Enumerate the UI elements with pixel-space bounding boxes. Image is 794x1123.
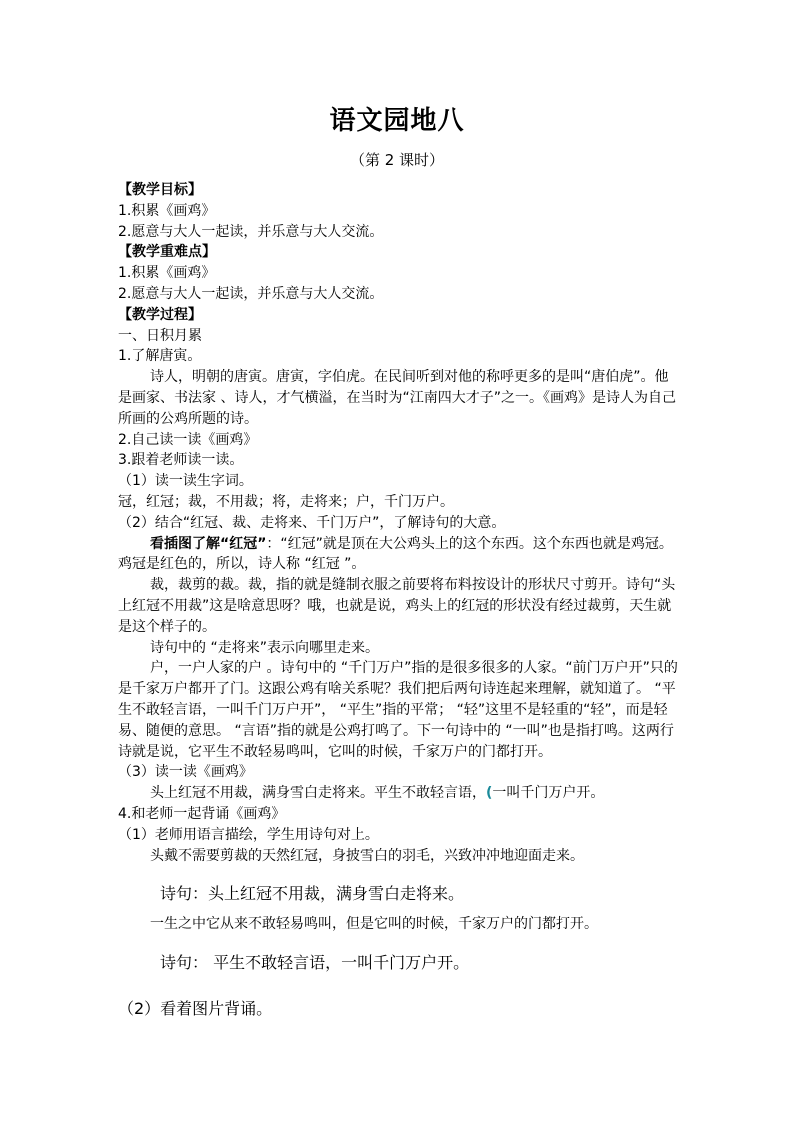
- lesson-content: [118, 180, 678, 1023]
- substep-heading: （2）结合“红冠、裁、走将来、千门万户”，了解诗句的大意。: [118, 514, 506, 531]
- substep-heading: （1）读一读生字词。: [118, 473, 253, 490]
- goals-heading: 【教学目标】: [118, 182, 202, 198]
- paragraph-hu: 户，一户人家的户 。诗句中的 “千门万户”指的是很多很多的人家。“前门万户开”只的是千家万户都开了门。这跟公鸡有啥关系呢？我们把后两句诗连起来理解，就知道了。 “平生不敢轻言语，一叫千门万户开”， “平生”指的平常； “轻”这里不是轻重的“轻”，而是轻易、随便的意思。 “言语”指的就是公鸡打鸣了。下一句诗中的 “一叫”也是指打鸣。这两行诗就是说，它平生不敢轻易鸣叫，它叫的时候，千家万户的门都打开。: [118, 660, 678, 760]
- paragraph-tangyin: 诗人，明朝的唐寅。唐寅，字伯虎。在民间听到对他的称呼更多的是叫“唐伯虎”。他是画家、书法家 、诗人，才气横溢，在当时为“江南四大才子”之一。《画鸡》是诗人为自己所画的公鸡所题的诗。: [118, 369, 676, 427]
- poem-answer-line: 诗句： 平生不敢轻言语，一叫千门万户开。: [160, 953, 470, 973]
- page-title: 语文园地八: [329, 106, 465, 136]
- page-subtitle: （第 2 课时）: [349, 151, 445, 169]
- paragraph-cai: 裁，裁剪的裁。裁，指的就是缝制衣服之前要将布料按设计的形状尺寸剪开。诗句“头上红冠不用裁”这是啥意思呀？哦，也就是说，鸡头上的红冠的形状没有经过裁剪，天生就是这个样子的。: [118, 577, 676, 635]
- goal-item: 2.愿意与大人一起读，并乐意与大人交流。: [118, 223, 384, 240]
- paragraph-zoujianglai: 诗句中的 “走将来”表示向哪里走来。: [150, 639, 379, 656]
- vocabulary-line: 冠，红冠；裁，不用裁；将，走将来；户，千门万户。: [118, 493, 454, 510]
- substep-heading: （1）老师用语言描绘，学生用诗句对上。: [118, 826, 379, 843]
- step-heading: 4.和老师一起背诵《画鸡》: [118, 805, 286, 822]
- poem-answer-line: 诗句：头上红冠不用裁，满身雪白走将来。: [160, 884, 465, 904]
- description-line: 头戴不需要剪裁的天然红冠，身披雪白的羽毛，兴致冲冲地迎面走来。: [150, 847, 584, 864]
- edit-mark: (: [486, 785, 493, 802]
- step-heading: 2.自己读一读《画鸡》: [118, 431, 258, 448]
- goal-item: 1.积累《画鸡》: [118, 202, 216, 219]
- description-line: 一生之中它从来不敢轻易鸣叫，但是它叫的时候，千家万户的门都打开。: [150, 916, 598, 933]
- poem-part: 头上红冠不用裁，满身雪白走将来。平生不敢轻言语，: [150, 785, 486, 802]
- hongguan-lead: 看插图了解“红冠”: [150, 535, 267, 552]
- poem-line: [118, 783, 678, 804]
- poem-part: 一叫千门万户开。: [492, 785, 605, 802]
- section-heading: 一、日积月累: [118, 327, 202, 344]
- step-heading: 1.了解唐寅。: [118, 348, 202, 365]
- key-point-item: 1.积累《画鸡》: [118, 265, 216, 282]
- key-point-item: 2.愿意与大人一起读，并乐意与大人交流。: [118, 285, 384, 302]
- substep-heading: （2）看着图片背诵。: [118, 999, 273, 1019]
- step-heading: 3.跟着老师读一读。: [118, 452, 244, 469]
- key-points-heading: 【教学重难点】: [118, 244, 216, 261]
- hongguan-text: ：“红冠”就是顶在大公鸡头上的这个东西。这个东西也就是鸡冠。鸡冠是红色的，所以，诗人称 “红冠 ”。: [118, 535, 673, 573]
- substep-heading: （3）读一读《画鸡》: [118, 764, 253, 781]
- process-heading: 【教学过程】: [118, 306, 202, 323]
- paragraph-hongguan: [118, 534, 678, 576]
